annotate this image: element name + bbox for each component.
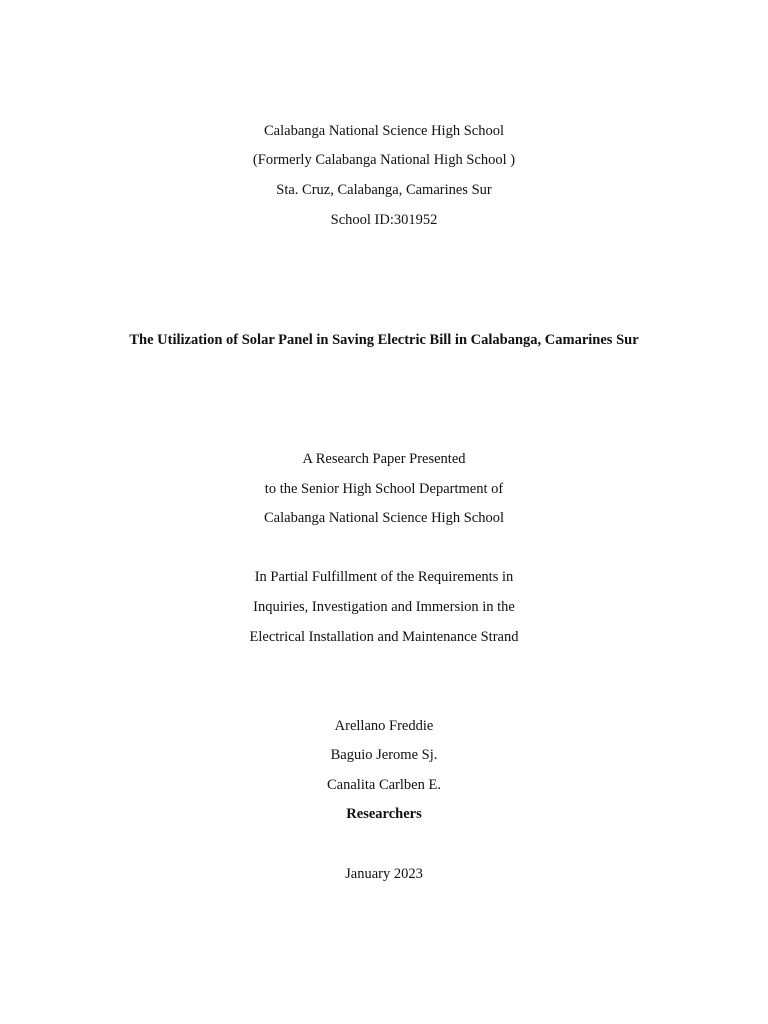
presentation-line-1: A Research Paper Presented xyxy=(302,451,466,467)
school-former-name: (Formerly Calabanga National High School ) xyxy=(252,152,516,168)
fulfillment-line-1: In Partial Fulfillment of the Requirements in xyxy=(254,569,514,585)
researcher-name: Baguio Jerome Sj. xyxy=(330,747,438,763)
school-address: Sta. Cruz, Calabanga, Camarines Sur xyxy=(276,182,492,198)
fulfillment-line-3: Electrical Installation and Maintenance Strand xyxy=(249,629,519,645)
researcher-name: Canalita Carlben E. xyxy=(327,777,441,793)
school-id: School ID:301952 xyxy=(330,212,438,228)
document-date: January 2023 xyxy=(345,866,423,882)
paper-title: The Utilization of Solar Panel in Saving Electric Bill in Calabanga, Camarines Sur xyxy=(129,332,639,348)
presentation-line-2: to the Senior High School Department of xyxy=(264,481,504,497)
presentation-line-3: Calabanga National Science High School xyxy=(264,510,504,526)
fulfillment-line-2: Inquiries, Investigation and Immersion in the xyxy=(253,599,515,615)
researcher-name: Arellano Freddie xyxy=(334,718,434,734)
school-name: Calabanga National Science High School xyxy=(264,123,504,139)
researchers-label: Researchers xyxy=(346,806,422,822)
